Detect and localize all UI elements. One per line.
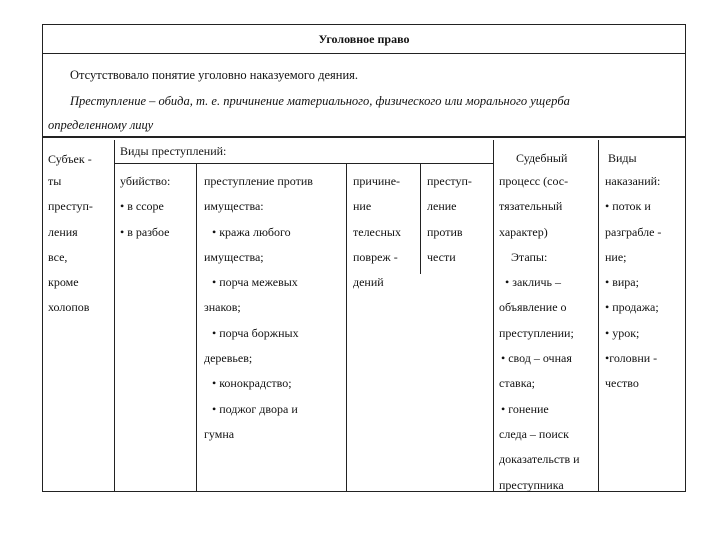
divider-crimes-right [493,140,494,492]
list-item: ние [353,199,372,214]
intro-line-1: Отсутствовало понятие уголовно наказуемого деяния. [70,68,359,82]
list-item: телесных [353,224,401,239]
divider-personal [196,164,197,492]
list-item: преступ- [48,199,93,214]
personal-crimes-column [120,169,170,245]
divider-harm [420,164,421,274]
list-item: преступника [499,477,564,492]
list-item: доказательств и [499,452,580,467]
list-item: повреж - [353,249,398,264]
list-item: имущества; [204,249,264,264]
list-item: ты [48,174,62,188]
property-crimes-column [204,169,313,447]
list-item: • кража любого [212,224,291,239]
list-item: • вира; [605,275,639,290]
list-item: ставка; [499,376,536,391]
punishments-column [605,169,661,397]
list-item: • закличь – [505,275,562,290]
divider-process-right [598,140,599,492]
list-item: • в разбое [120,224,170,239]
list-item: ления [48,224,78,239]
list-item: разграбле - [605,224,662,239]
list-item: • в ссоре [120,199,164,214]
list-item: • порча межевых [212,275,298,290]
list-item: наказаний: [605,174,661,188]
list-item: • гонение [501,401,549,416]
list-item: • конокрадство; [212,376,292,391]
list-item: •головни - [605,351,658,366]
list-item: ние; [605,249,627,264]
list-item: знаков; [204,300,241,315]
list-item: гумна [204,426,235,441]
subject-column [48,169,93,321]
list-item: холопов [48,300,90,315]
list-item: характер) [499,224,548,239]
page-title: Уголовное право [42,24,686,54]
honor-crimes-column [427,169,472,270]
list-item: преступ- [427,174,472,188]
header-subject: Субъек - [48,152,92,166]
list-item: • порча боржных [212,325,299,340]
list-item: ление [427,199,457,214]
list-item: • продажа; [605,300,659,315]
header-punishments: Виды [608,151,637,165]
list-item: чество [605,376,639,391]
list-item: кроме [48,275,79,290]
list-item: чести [427,249,456,264]
divider-subject [114,140,115,492]
divider-crimes-header [114,163,493,164]
judicial-process-column [499,169,580,498]
list-item: имущества: [204,199,264,214]
list-item: причине- [353,174,401,188]
list-item: • поджог двора и [212,401,298,416]
list-item: против [427,224,463,239]
list-item: • свод – очная [501,351,572,366]
list-item: деревьев; [204,351,253,366]
intro-line-3: определенному лицу [48,118,154,132]
list-item: убийство: [120,174,171,188]
intro-block [42,54,686,138]
list-item: следа – поиск [499,426,569,441]
list-item: дений [353,275,384,290]
header-judicial: Судебный [516,151,568,165]
list-item: процесс (сос- [499,174,569,188]
bodily-harm-column [353,169,401,295]
list-item: объявление о [499,300,567,315]
list-item: тязательный [499,199,563,214]
list-item: • поток и [605,199,651,214]
list-item: все, [48,249,68,264]
list-item: Этапы: [511,249,548,264]
header-crime-types: Виды преступлений: [120,144,227,158]
intro-line-2: Преступление – обида, т. е. причинение материального, физического или морального ущерба [70,94,570,108]
list-item: преступление против [204,174,313,188]
list-item: преступлении; [499,325,574,340]
divider-property [346,164,347,492]
list-item: • урок; [605,325,640,340]
